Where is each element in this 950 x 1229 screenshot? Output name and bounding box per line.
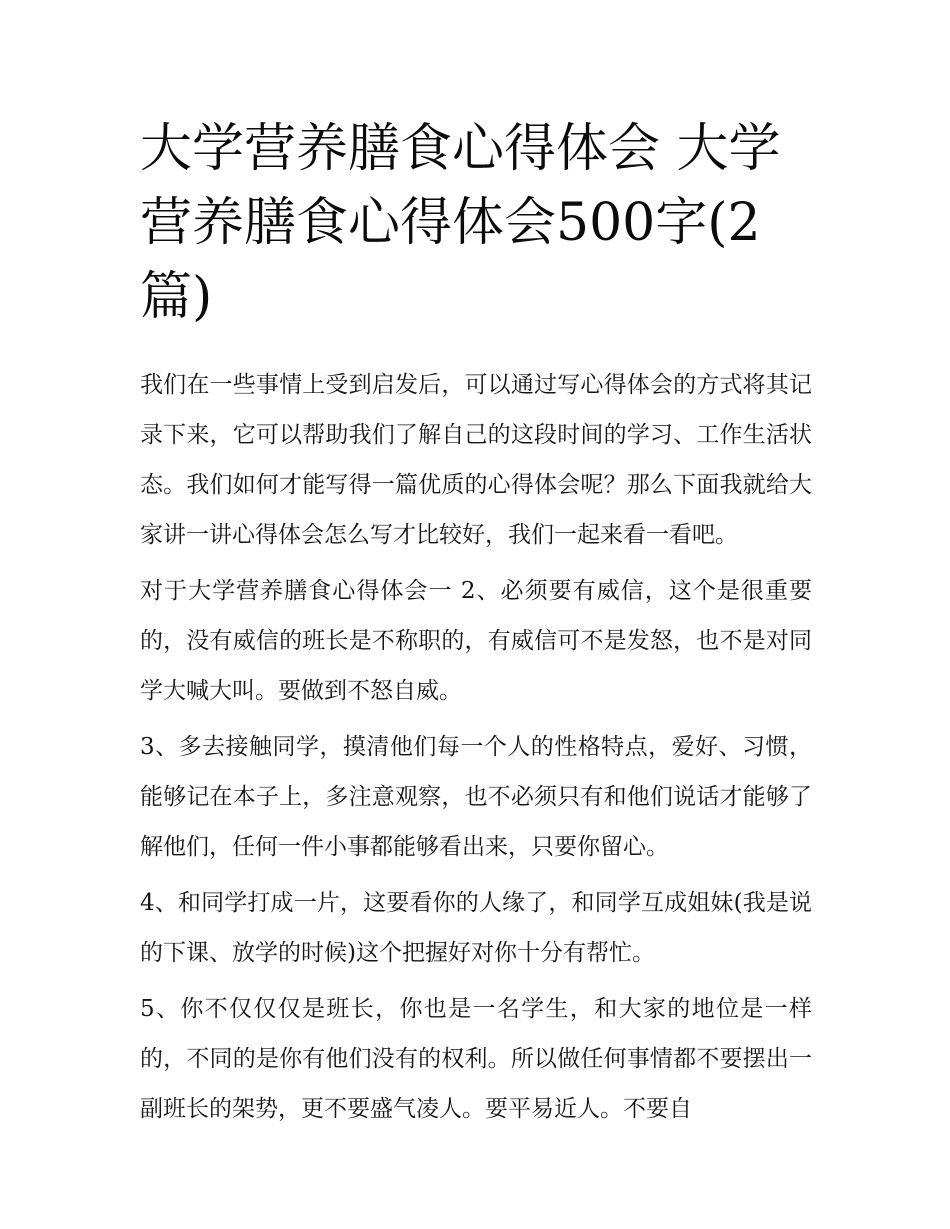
document-page bbox=[140, 112, 812, 1140]
paragraph-5: 5、你不仅仅仅是班长，你也是一名学生，和大家的地位是一样的，不同的是你有他们没有的权利。所以做任何事情都不要摆出一副班长的架势，更不要盛气凌人。要平易近人。不要自 bbox=[140, 996, 812, 1122]
paragraph-2: 对于大学营养膳食心得体会一 2、必须要有威信，这个是很重要的，没有威信的班长是不称职的，有威信可不是发怒，也不是对同学大喊大叫。要做到不怒自威。 bbox=[140, 578, 812, 704]
paragraph-3: 3、多去接触同学，摸清他们每一个人的性格特点，爱好、习惯，能够记在本子上，多注意观察，也不必须只有和他们说话才能够了解他们，任何一件小事都能够看出来，只要你留心。 bbox=[140, 734, 812, 860]
document-title: 大学营养膳食心得体会 大学营养膳食心得体会500字(2篇) bbox=[140, 119, 781, 327]
paragraph-intro: 我们在一些事情上受到启发后，可以通过写心得体会的方式将其记录下来，它可以帮助我们了解自己的这段时间的学习、工作生活状态。我们如何才能写得一篇优质的心得体会呢？那么下面我就给大家讲一讲心得体会怎么写才比较好，我们一起来看一看吧。 bbox=[140, 372, 812, 548]
paragraph-4: 4、和同学打成一片，这要看你的人缘了，和同学互成姐妹(我是说的下课、放学的时候)这个把握好对你十分有帮忙。 bbox=[140, 890, 812, 966]
